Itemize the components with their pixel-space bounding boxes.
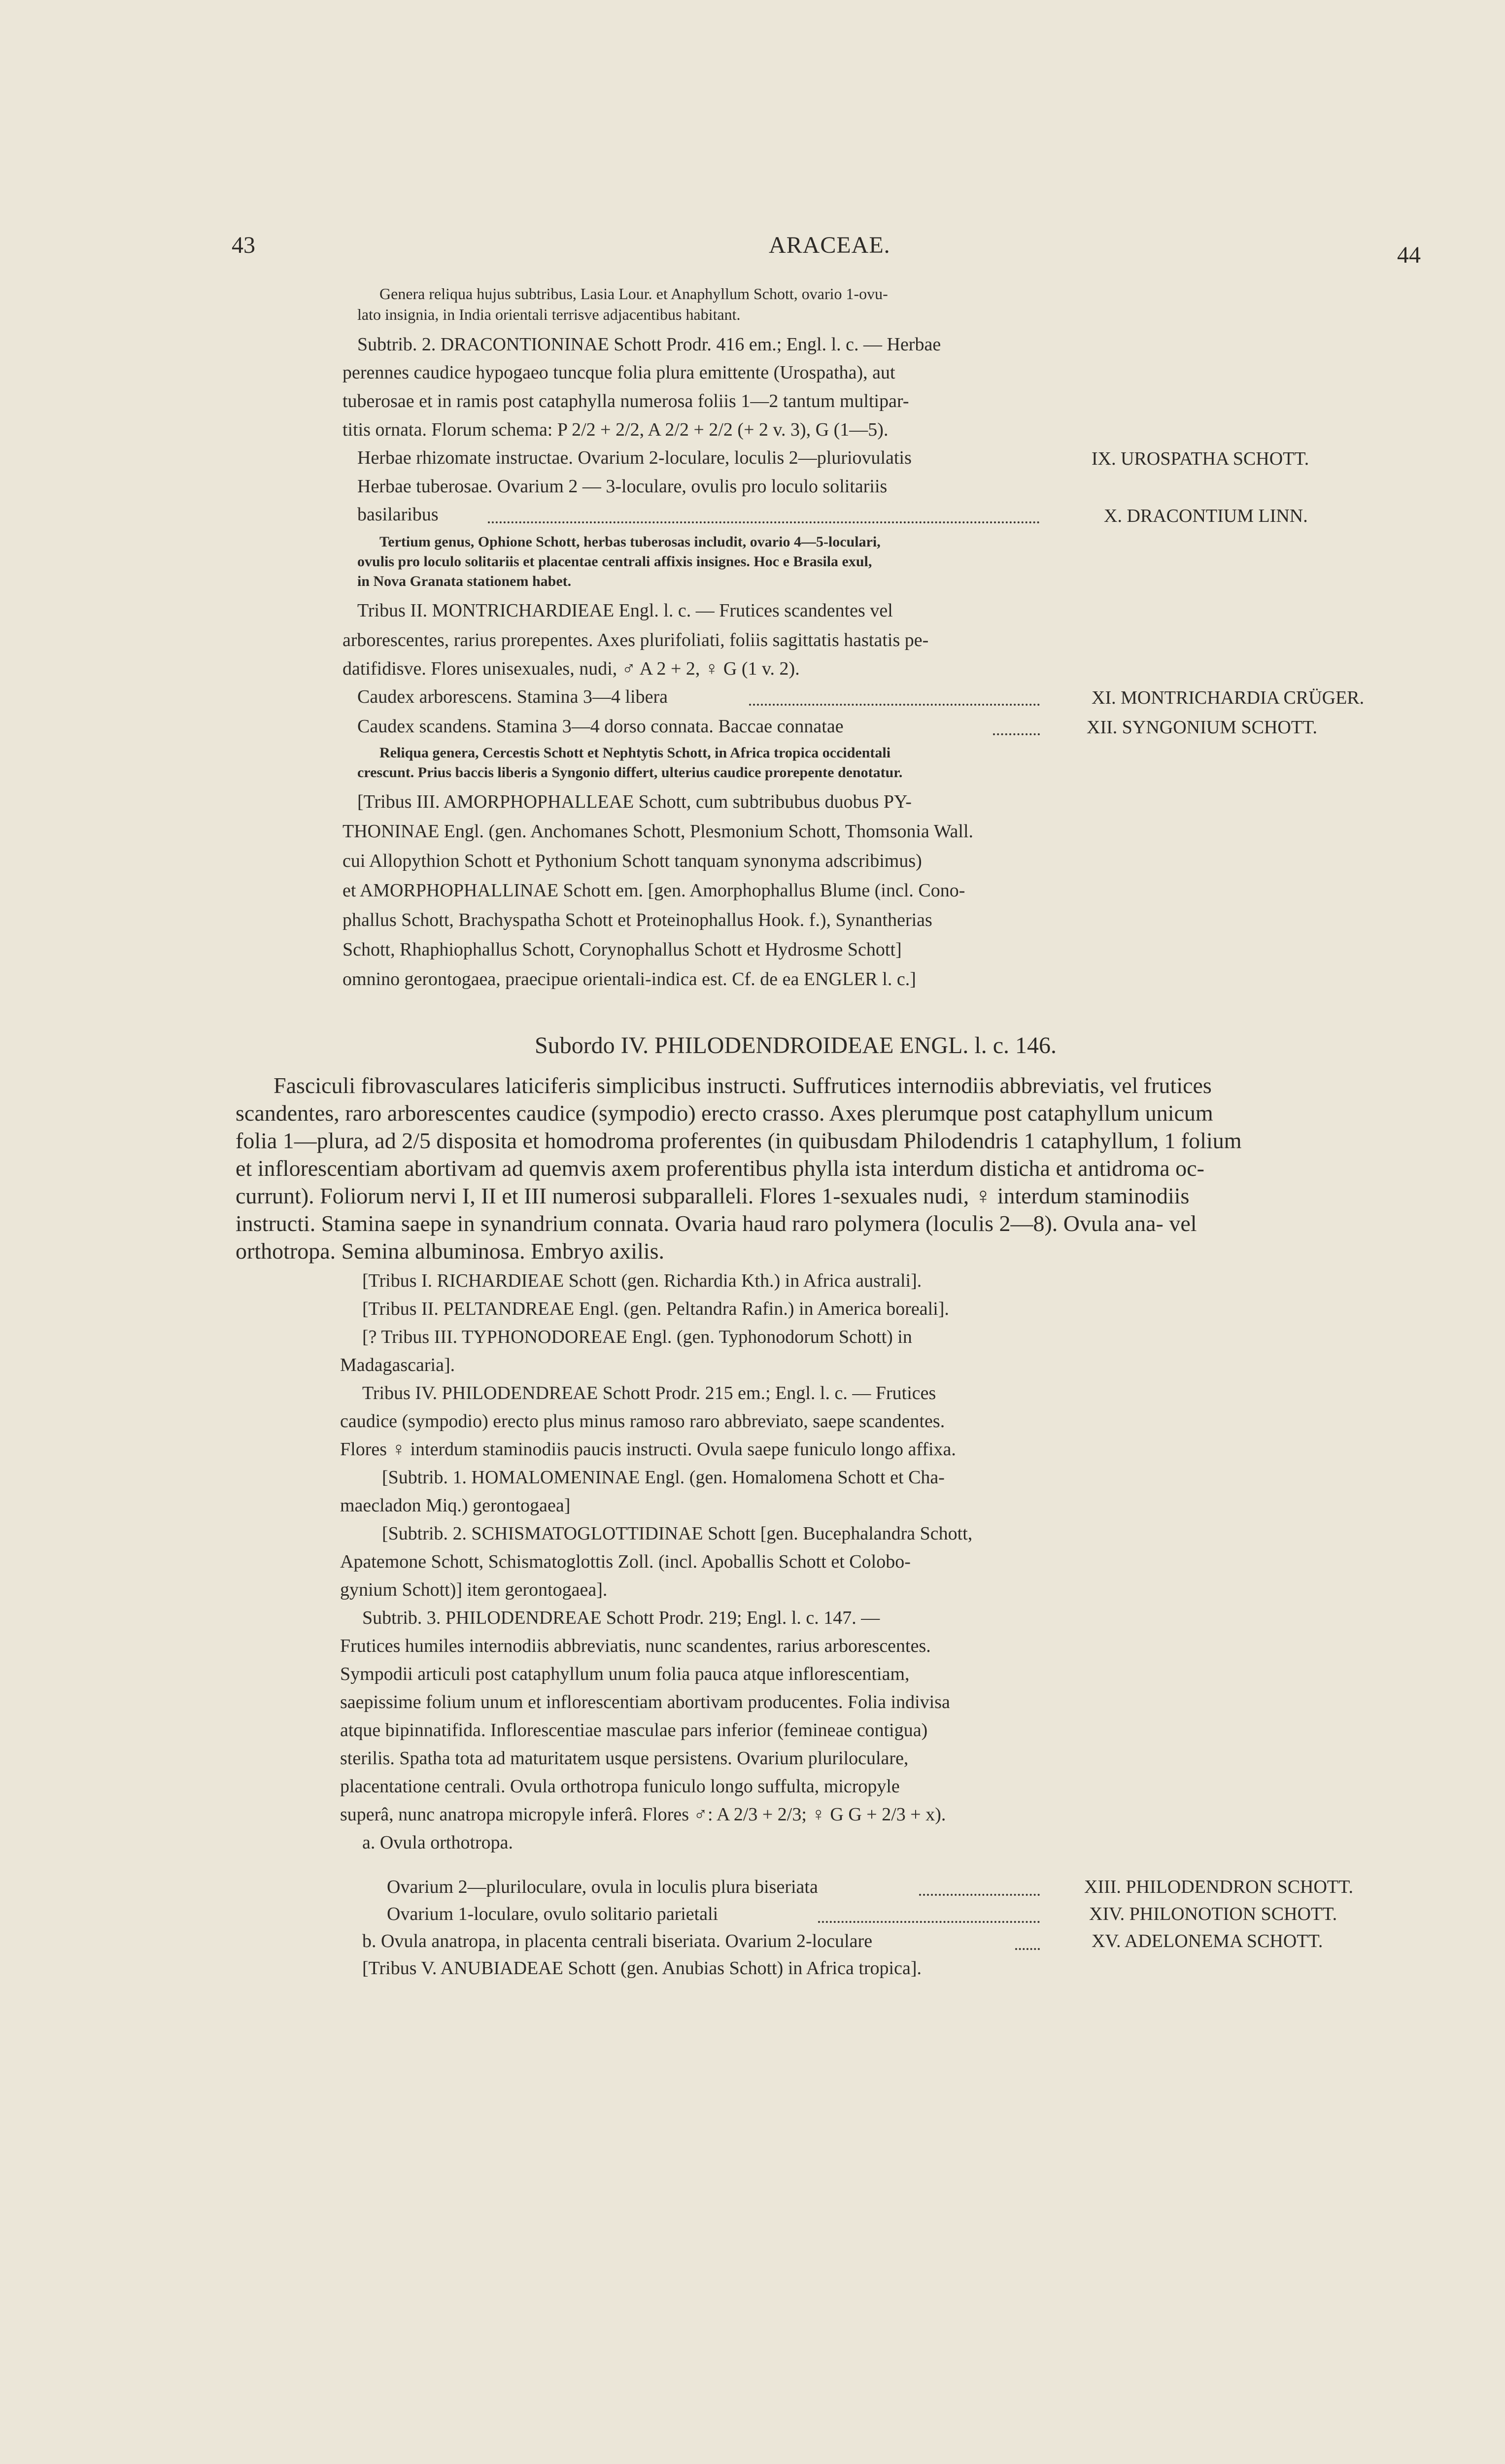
text-line: sterilis. Spatha tota ad maturitatem usque persistens. Ovarium pluriloculare, (340, 1748, 909, 1769)
genus-entry: X. DRACONTIUM LINN. (1104, 506, 1308, 526)
text-line: [Tribus V. ANUBIADEAE Schott (gen. Anubias Schott) in Africa tropica]. (362, 1958, 922, 1979)
dot-leader (1015, 1948, 1040, 1950)
text-line: superâ, nunc anatropa micropyle inferâ. Flores ♂: A 2/3 + 2/3; ♀ G G + 2/3 + x). (340, 1804, 946, 1825)
text-line: Tribus IV. PHILODENDREAE Schott Prodr. 215 em.; Engl. l. c. — Frutices (362, 1383, 936, 1403)
page-number-left: 43 (232, 232, 255, 258)
text-line: lato insignia, in India orientali terrisve adjacentibus habitant. (357, 306, 741, 323)
text-line: Sympodii articuli post cataphyllum unum folia pauca atque inflorescentiam, (340, 1664, 910, 1684)
text-line: tuberosae et in ramis post cataphylla numerosa foliis 1—2 tantum multipar- (342, 391, 909, 411)
dot-leader (488, 521, 1040, 523)
text-line: Madagascaria]. (340, 1355, 455, 1375)
text-line: Subtrib. 2. DRACONTIONINAE Schott Prodr. 416 em.; Engl. l. c. — Herbae (357, 334, 941, 355)
note-line: Reliqua genera, Cercestis Schott et Nephtytis Schott, in Africa tropica occidentali (379, 745, 891, 761)
text-line: Genera reliqua hujus subtribus, Lasia Lour. et Anaphyllum Schott, ovario 1-ovu- (379, 285, 888, 303)
text-line: [Subtrib. 1. HOMALOMENINAE Engl. (gen. Homalomena Schott et Cha- (382, 1467, 945, 1488)
key-line: Ovarium 2—pluriloculare, ovula in loculis plura biseriata (387, 1877, 818, 1897)
text-line: [Tribus I. RICHARDIEAE Schott (gen. Richardia Kth.) in Africa australi]. (362, 1270, 922, 1291)
text-line: cui Allopythion Schott et Pythonium Schott tanquam synonyma adscribimus) (342, 851, 922, 871)
dot-leader (749, 704, 1040, 706)
subordo-text-line: scandentes, raro arborescentes caudice (sympodio) erecto crasso. Axes plerumque post cataphyllum unicum (236, 1100, 1213, 1126)
genus-entry: IX. UROSPATHA SCHOTT. (1092, 448, 1309, 469)
key-line: b. Ovula anatropa, in placenta centrali biseriata. Ovarium 2-loculare (362, 1931, 873, 1951)
text-line: [Tribus III. AMORPHOPHALLEAE Schott, cum subtribubus duobus PY- (357, 791, 912, 812)
dot-leader (919, 1894, 1040, 1896)
genus-entry: XI. MONTRICHARDIA CRÜGER. (1092, 687, 1365, 708)
key-line: Caudex arborescens. Stamina 3—4 libera (357, 686, 668, 707)
text-line: Tribus II. MONTRICHARDIEAE Engl. l. c. — Frutices scandentes vel (357, 600, 893, 621)
genus-entry: XIV. PHILONOTION SCHOTT. (1089, 1904, 1337, 1924)
subordo-text-line: instructi. Stamina saepe in synandrium connata. Ovaria haud raro polymera (loculis 2—8). Ovula ana- vel (236, 1211, 1197, 1236)
text-line: atque bipinnatifida. Inflorescentiae masculae pars inferior (femineae contigua) (340, 1720, 928, 1741)
text-line: [Subtrib. 2. SCHISMATOGLOTTIDINAE Schott [gen. Bucephalandra Schott, (382, 1523, 973, 1544)
subordo-text-line: folia 1—plura, ad 2/5 disposita et homodroma proferentes (in quibusdam Philodendris 1 cataphyllum, 1 folium (236, 1128, 1242, 1153)
text-line: [? Tribus III. TYPHONODOREAE Engl. (gen. Typhonodorum Schott) in (362, 1327, 912, 1347)
text-line: Subtrib. 3. PHILODENDREAE Schott Prodr. 219; Engl. l. c. 147. — (362, 1608, 880, 1628)
genus-entry: XIII. PHILODENDRON SCHOTT. (1084, 1877, 1354, 1897)
key-line: basilaribus (357, 504, 439, 525)
text-line: Apatemone Schott, Schismatoglottis Zoll. (incl. Apoballis Schott et Colobo- (340, 1551, 911, 1572)
text-line: [Tribus II. PELTANDREAE Engl. (gen. Peltandra Rafin.) in America boreali]. (362, 1299, 949, 1319)
text-line: maecladon Miq.) gerontogaea] (340, 1495, 571, 1516)
text-line: Frutices humiles internodiis abbreviatis, nunc scandentes, rarius arborescentes. (340, 1636, 931, 1656)
dot-leader (993, 733, 1040, 735)
text-line: et AMORPHOPHALLINAE Schott em. [gen. Amorphophallus Blume (incl. Cono- (342, 880, 965, 901)
key-line: Herbae rhizomate instructae. Ovarium 2-loculare, loculis 2—pluriovulatis (357, 447, 912, 468)
page-number-right: 44 (1397, 242, 1421, 268)
text-line: placentatione centrali. Ovula orthotropa funiculo longo suffulta, micropyle (340, 1776, 900, 1797)
note-line: ovulis pro loculo solitariis et placentae centrali affixis insignes. Hoc e Brasila exul, (357, 553, 872, 570)
text-line: omnino gerontogaea, praecipue orientali-indica est. Cf. de ea ENGLER l. c.] (342, 969, 916, 990)
subordo-text-line: currunt). Foliorum nervi I, II et III numerosi subparalleli. Flores 1-sexuales nudi, ♀ interdum staminodiis (236, 1183, 1190, 1208)
subordo-text-line: Fasciculi fibrovasculares laticiferis simplicibus instructi. Suffrutices internodiis abbreviatis, vel frutices (274, 1073, 1212, 1098)
key-line: Herbae tuberosae. Ovarium 2 — 3-loculare, ovulis pro loculo solitariis (357, 476, 888, 497)
text-line: datifidisve. Flores unisexuales, nudi, ♂ A 2 + 2, ♀ G (1 v. 2). (342, 658, 800, 679)
note-line: crescunt. Prius baccis liberis a Syngonio differt, ulterius caudice prorepente denotatur. (357, 764, 903, 781)
genus-entry: XII. SYNGONIUM SCHOTT. (1087, 717, 1317, 738)
text-line: titis ornata. Florum schema: P 2/2 + 2/2, A 2/2 + 2/2 (+ 2 v. 3), G (1—5). (342, 419, 889, 440)
text-line: Schott, Rhaphiophallus Schott, Corynophallus Schott et Hydrosme Schott] (342, 939, 902, 960)
text-line: saepissime folium unum et inflorescentiam abortivam producentes. Folia indivisa (340, 1692, 950, 1712)
key-line: Caudex scandens. Stamina 3—4 dorso connata. Baccae connatae (357, 716, 844, 737)
text-line: Flores ♀ interdum staminodiis paucis instructi. Ovula saepe funiculo longo affixa. (340, 1439, 956, 1460)
key-line: Ovarium 1-loculare, ovulo solitario parietali (387, 1904, 718, 1924)
text-line: perennes caudice hypogaeo tuncque folia plura emittente (Urospatha), aut (342, 362, 895, 383)
text-line: caudice (sympodio) erecto plus minus ramoso raro abbreviato, saepe scandentes. (340, 1411, 945, 1432)
dot-leader (818, 1921, 1040, 1923)
key-line: a. Ovula orthotropa. (362, 1832, 513, 1853)
note-line: in Nova Granata stationem habet. (357, 573, 572, 589)
note-line: Tertium genus, Ophione Schott, herbas tuberosas includit, ovario 4—5-loculari, (379, 534, 881, 550)
subordo-heading: Subordo IV. PHILODENDROIDEAE ENGL. l. c. 146. (535, 1032, 1057, 1059)
subordo-text-line: orthotropa. Semina albuminosa. Embryo axilis. (236, 1238, 665, 1264)
text-line: phallus Schott, Brachyspatha Schott et Proteinophallus Hook. f.), Synantherias (342, 910, 932, 930)
text-line: arborescentes, rarius prorepentes. Axes plurifoliati, foliis sagittatis hastatis pe- (342, 630, 929, 650)
text-line: THONINAE Engl. (gen. Anchomanes Schott, Plesmonium Schott, Thomsonia Wall. (342, 821, 974, 842)
subordo-text-line: et inflorescentiam abortivam ad quemvis axem proferentibus phylla ista interdum disticha et antidroma oc- (236, 1156, 1204, 1181)
text-line: gynium Schott)] item gerontogaea]. (340, 1579, 608, 1600)
page-title: ARACEAE. (769, 232, 890, 258)
genus-entry: XV. ADELONEMA SCHOTT. (1092, 1931, 1323, 1951)
